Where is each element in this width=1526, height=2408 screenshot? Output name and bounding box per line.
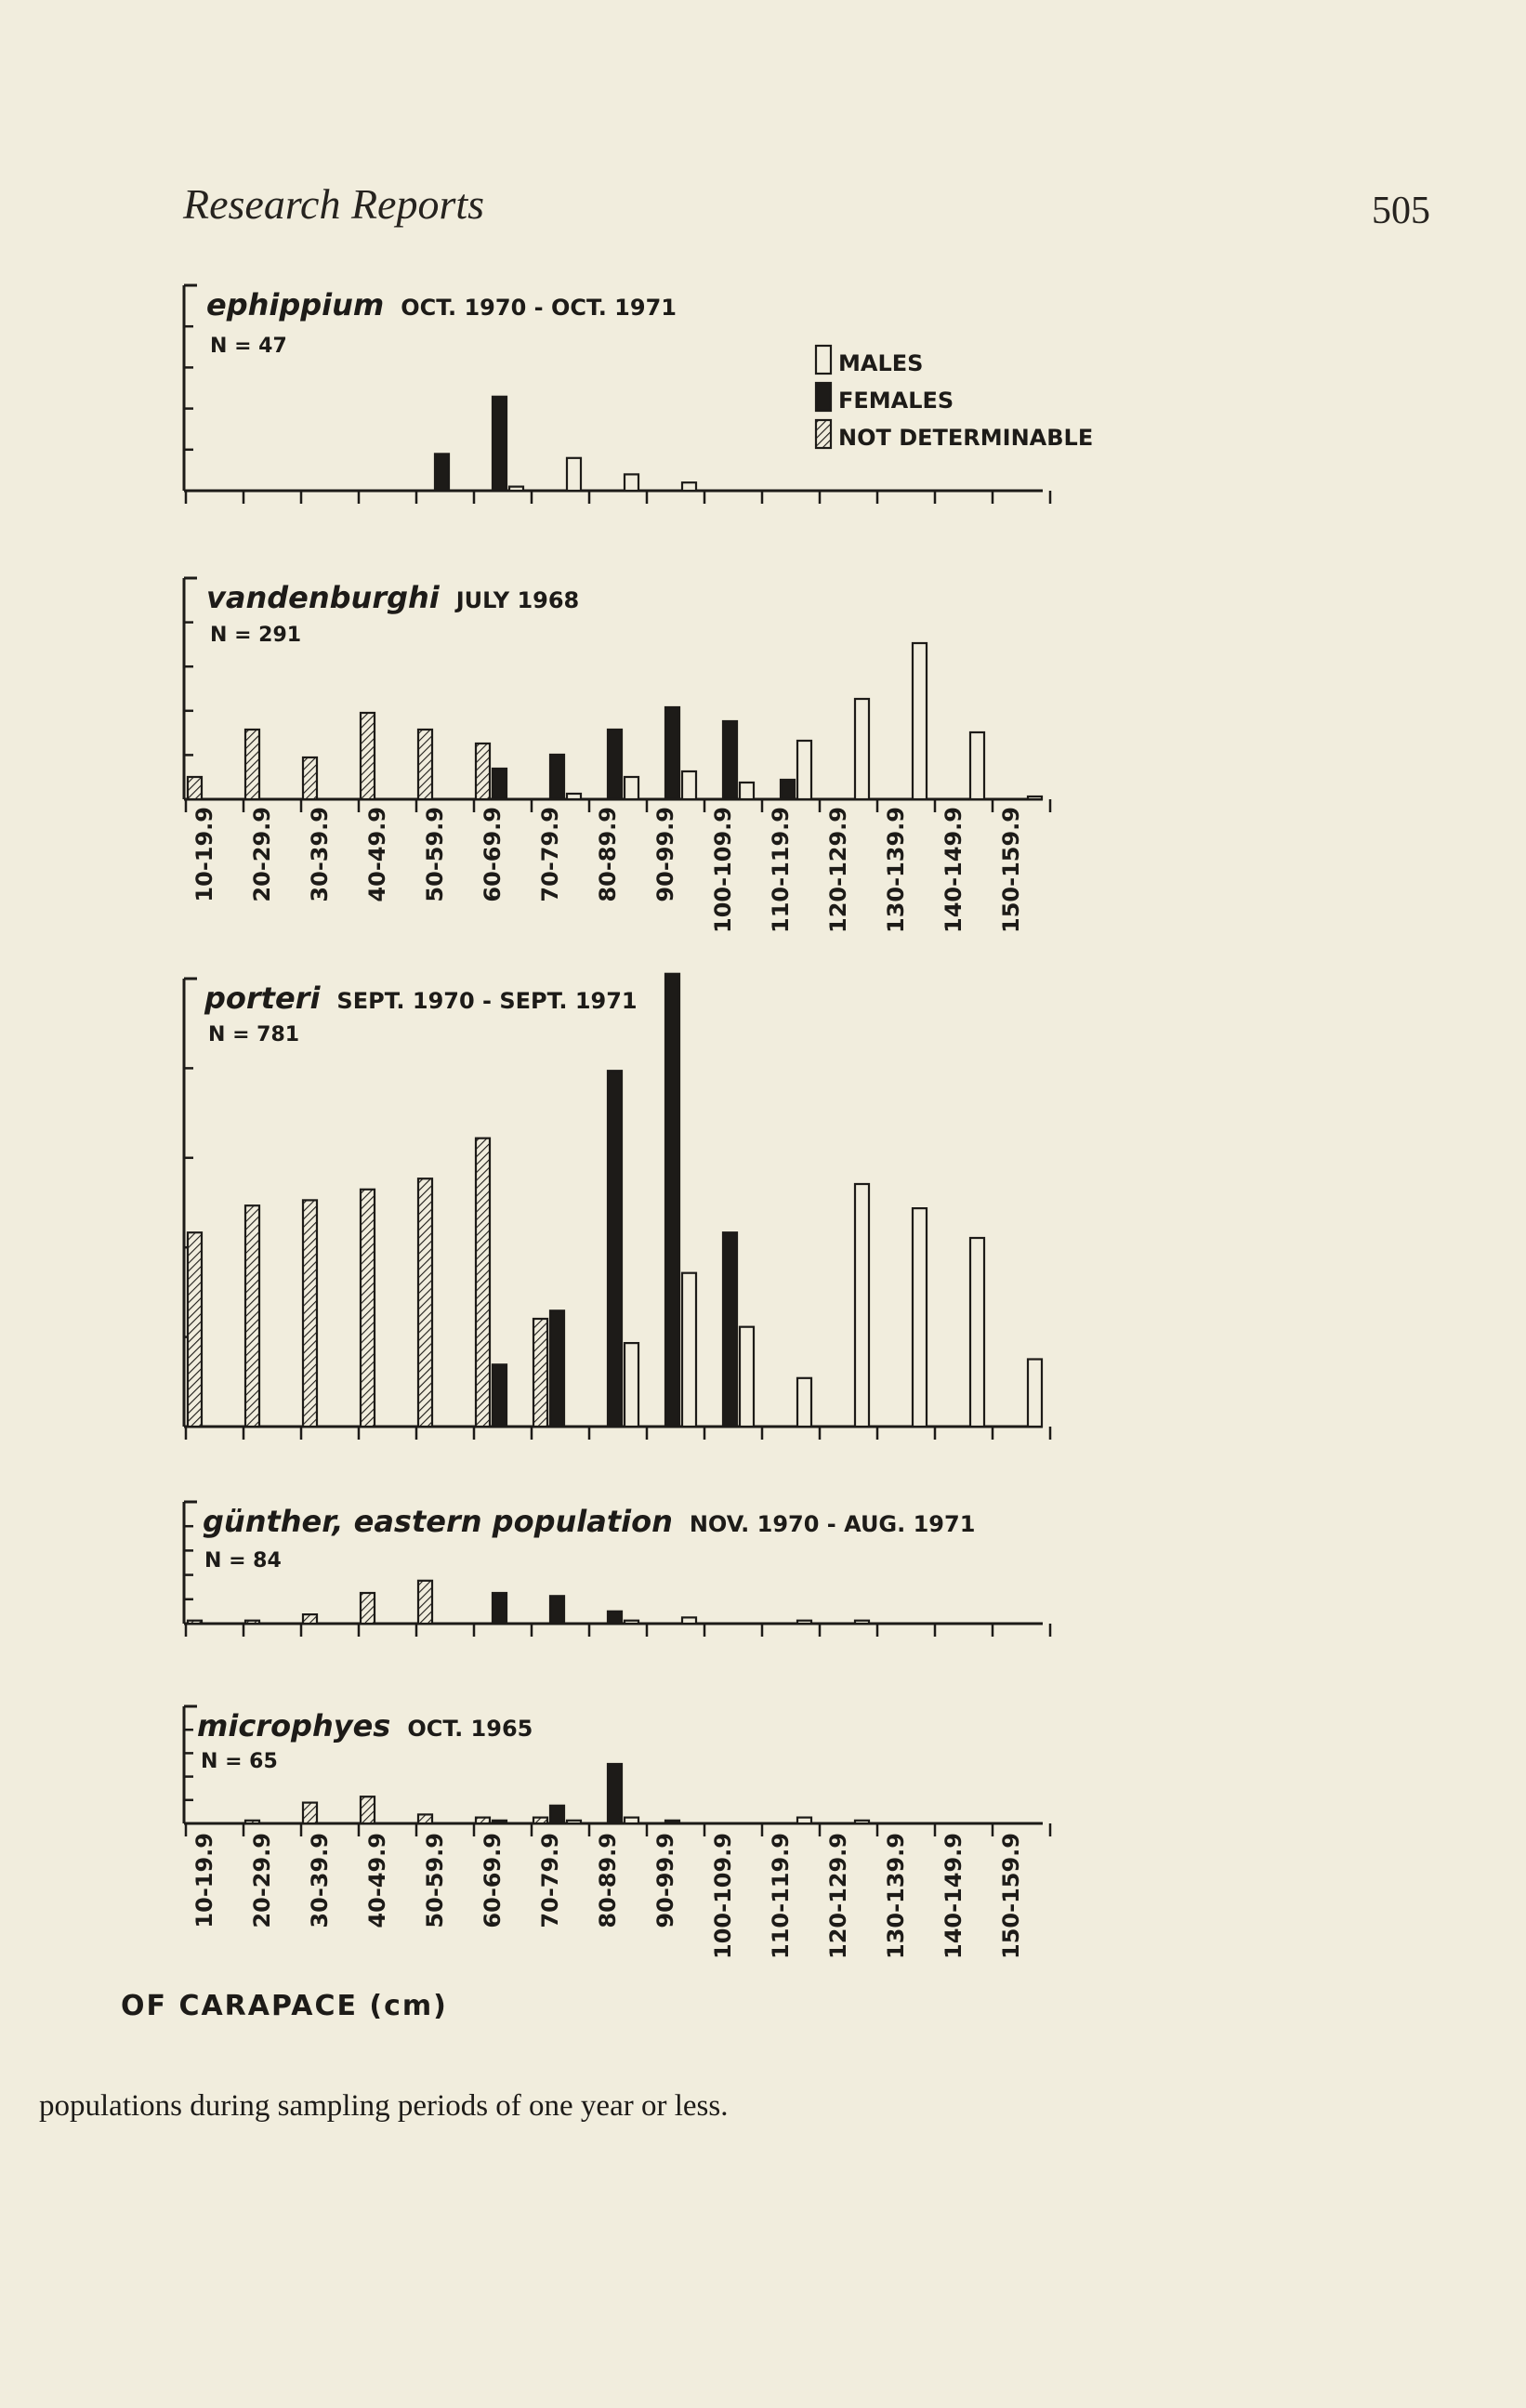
legend-label: FEMALES (838, 388, 954, 414)
bar-males (1028, 796, 1042, 799)
sample-size-label: N = 84 (204, 1549, 282, 1572)
bar-not-determinable (418, 1178, 432, 1427)
x-tick-label: 10-19.9 (191, 807, 217, 902)
panel-title: günther, eastern population NOV. 1970 - AUG. 1971 (203, 1504, 976, 1539)
bar-females (608, 1764, 622, 1823)
bar-not-determinable (245, 1621, 259, 1624)
bar-males (682, 482, 696, 491)
x-tick-label: 50-59.9 (422, 807, 448, 902)
legend-label: NOT DETERMINABLE (838, 425, 1094, 451)
bar-not-determinable (476, 1818, 490, 1823)
bar-females (665, 974, 679, 1427)
bar-females (608, 730, 622, 799)
bar-not-determinable (361, 1796, 375, 1823)
figure-caption: populations during sampling periods of one year or less. (39, 2089, 729, 2123)
bar-females (608, 1612, 622, 1624)
bar-not-determinable (361, 713, 375, 799)
bar-females (665, 1821, 679, 1823)
bar-not-determinable (303, 1803, 317, 1823)
panel-title: vandenburghi JULY 1968 (206, 580, 580, 615)
bar-females (550, 1806, 564, 1823)
x-tick-label: 120-129.9 (825, 1833, 851, 1959)
bar-males (797, 1818, 811, 1823)
x-tick-label: 90-99.9 (652, 807, 678, 902)
bar-females (493, 769, 506, 799)
bar-males (682, 1273, 696, 1427)
bar-not-determinable (303, 1200, 317, 1427)
bar-males (740, 1327, 754, 1427)
bar-not-determinable (361, 1190, 375, 1427)
bar-not-determinable (303, 757, 317, 799)
bar-males (625, 1621, 638, 1624)
sample-size-label: N = 47 (210, 335, 287, 358)
bar-not-determinable (533, 1319, 547, 1427)
bar-not-determinable (245, 1205, 259, 1427)
histogram-panel (184, 578, 1050, 812)
x-tick-label: 10-19.9 (191, 1833, 217, 1928)
bar-males (970, 1238, 984, 1427)
page-number: 505 (1372, 190, 1430, 232)
x-tick-label: 140-149.9 (941, 807, 967, 933)
legend-label: MALES (838, 350, 924, 376)
x-axis-title: OF CARAPACE (cm) (121, 1990, 448, 2022)
running-head: Research Reports (183, 180, 485, 228)
bar-males (913, 643, 927, 799)
bar-females (493, 1821, 506, 1823)
bar-females (723, 1232, 737, 1427)
x-tick-label: 110-119.9 (768, 807, 794, 933)
x-tick-label: 150-159.9 (998, 1833, 1024, 1959)
bar-not-determinable (476, 743, 490, 799)
bar-females (550, 1310, 564, 1427)
bar-males (797, 1621, 811, 1624)
x-tick-label: 40-49.9 (364, 1833, 390, 1928)
x-tick-label: 120-129.9 (825, 807, 851, 933)
bar-not-determinable (245, 730, 259, 799)
bar-not-determinable (361, 1593, 375, 1624)
bar-females (550, 1596, 564, 1624)
bar-not-determinable (188, 777, 202, 799)
histogram-panel (184, 974, 1050, 1440)
bar-not-determinable (418, 1814, 432, 1823)
bar-males (509, 487, 523, 491)
x-tick-label: 30-39.9 (307, 1833, 333, 1928)
bar-males (625, 777, 638, 799)
x-tick-label: 50-59.9 (422, 1833, 448, 1928)
bar-not-determinable (533, 1818, 547, 1823)
bar-males (625, 1818, 638, 1823)
bar-males (970, 732, 984, 799)
panel-title: porteri SEPT. 1970 - SEPT. 1971 (204, 980, 638, 1016)
bar-males (740, 783, 754, 799)
x-tick-label: 20-29.9 (249, 1833, 275, 1928)
bar-not-determinable (418, 730, 432, 799)
bar-males (797, 741, 811, 799)
panel-title: ephippium OCT. 1970 - OCT. 1971 (206, 287, 677, 322)
x-tick-label: 70-79.9 (537, 1833, 563, 1928)
x-tick-label: 80-89.9 (595, 807, 621, 902)
x-tick-label: 90-99.9 (652, 1833, 678, 1928)
bar-males (567, 794, 581, 799)
bar-females (493, 1364, 506, 1427)
bar-females (493, 1593, 506, 1624)
x-tick-label: 150-159.9 (998, 807, 1024, 933)
bar-not-determinable (188, 1621, 202, 1624)
legend-swatch (816, 420, 831, 448)
legend-swatch (816, 346, 831, 374)
x-tick-label: 30-39.9 (307, 807, 333, 902)
bar-not-determinable (418, 1581, 432, 1624)
bar-females (781, 780, 795, 799)
sample-size-label: N = 65 (201, 1750, 278, 1773)
x-tick-label: 110-119.9 (768, 1833, 794, 1959)
legend (816, 346, 1093, 451)
x-tick-label: 100-109.9 (710, 1833, 736, 1959)
bar-males (855, 1184, 869, 1427)
x-tick-label: 130-139.9 (883, 807, 909, 933)
legend-swatch (816, 383, 831, 411)
bar-not-determinable (188, 1232, 202, 1427)
sample-size-label: N = 291 (210, 624, 302, 647)
bar-males (1028, 1360, 1042, 1428)
bar-not-determinable (476, 1138, 490, 1427)
bar-not-determinable (245, 1821, 259, 1823)
bar-males (682, 1617, 696, 1624)
bar-females (608, 1071, 622, 1427)
x-tick-label: 70-79.9 (537, 807, 563, 902)
x-tick-label: 60-69.9 (480, 807, 506, 902)
bar-males (625, 474, 638, 491)
bar-not-determinable (303, 1614, 317, 1624)
bar-males (855, 1821, 869, 1823)
bar-females (665, 707, 679, 799)
bar-males (797, 1378, 811, 1427)
bar-females (550, 755, 564, 799)
bar-females (493, 397, 506, 491)
x-tick-label: 80-89.9 (595, 1833, 621, 1928)
bar-males (567, 458, 581, 491)
x-tick-label: 130-139.9 (883, 1833, 909, 1959)
x-tick-label: 100-109.9 (710, 807, 736, 933)
bar-females (723, 721, 737, 799)
bar-males (625, 1343, 638, 1427)
bar-males (682, 771, 696, 799)
x-tick-label: 20-29.9 (249, 807, 275, 902)
histogram-panel (184, 1706, 1050, 1836)
x-tick-label: 140-149.9 (941, 1833, 967, 1959)
x-tick-label: 40-49.9 (364, 807, 390, 902)
bar-males (913, 1208, 927, 1427)
histogram-panel (184, 1502, 1050, 1637)
bar-females (435, 454, 449, 491)
bar-males (855, 699, 869, 799)
x-tick-label: 60-69.9 (480, 1833, 506, 1928)
sample-size-label: N = 781 (208, 1023, 300, 1046)
bar-males (567, 1821, 581, 1823)
bar-males (855, 1621, 869, 1624)
panel-title: microphyes OCT. 1965 (197, 1708, 533, 1743)
